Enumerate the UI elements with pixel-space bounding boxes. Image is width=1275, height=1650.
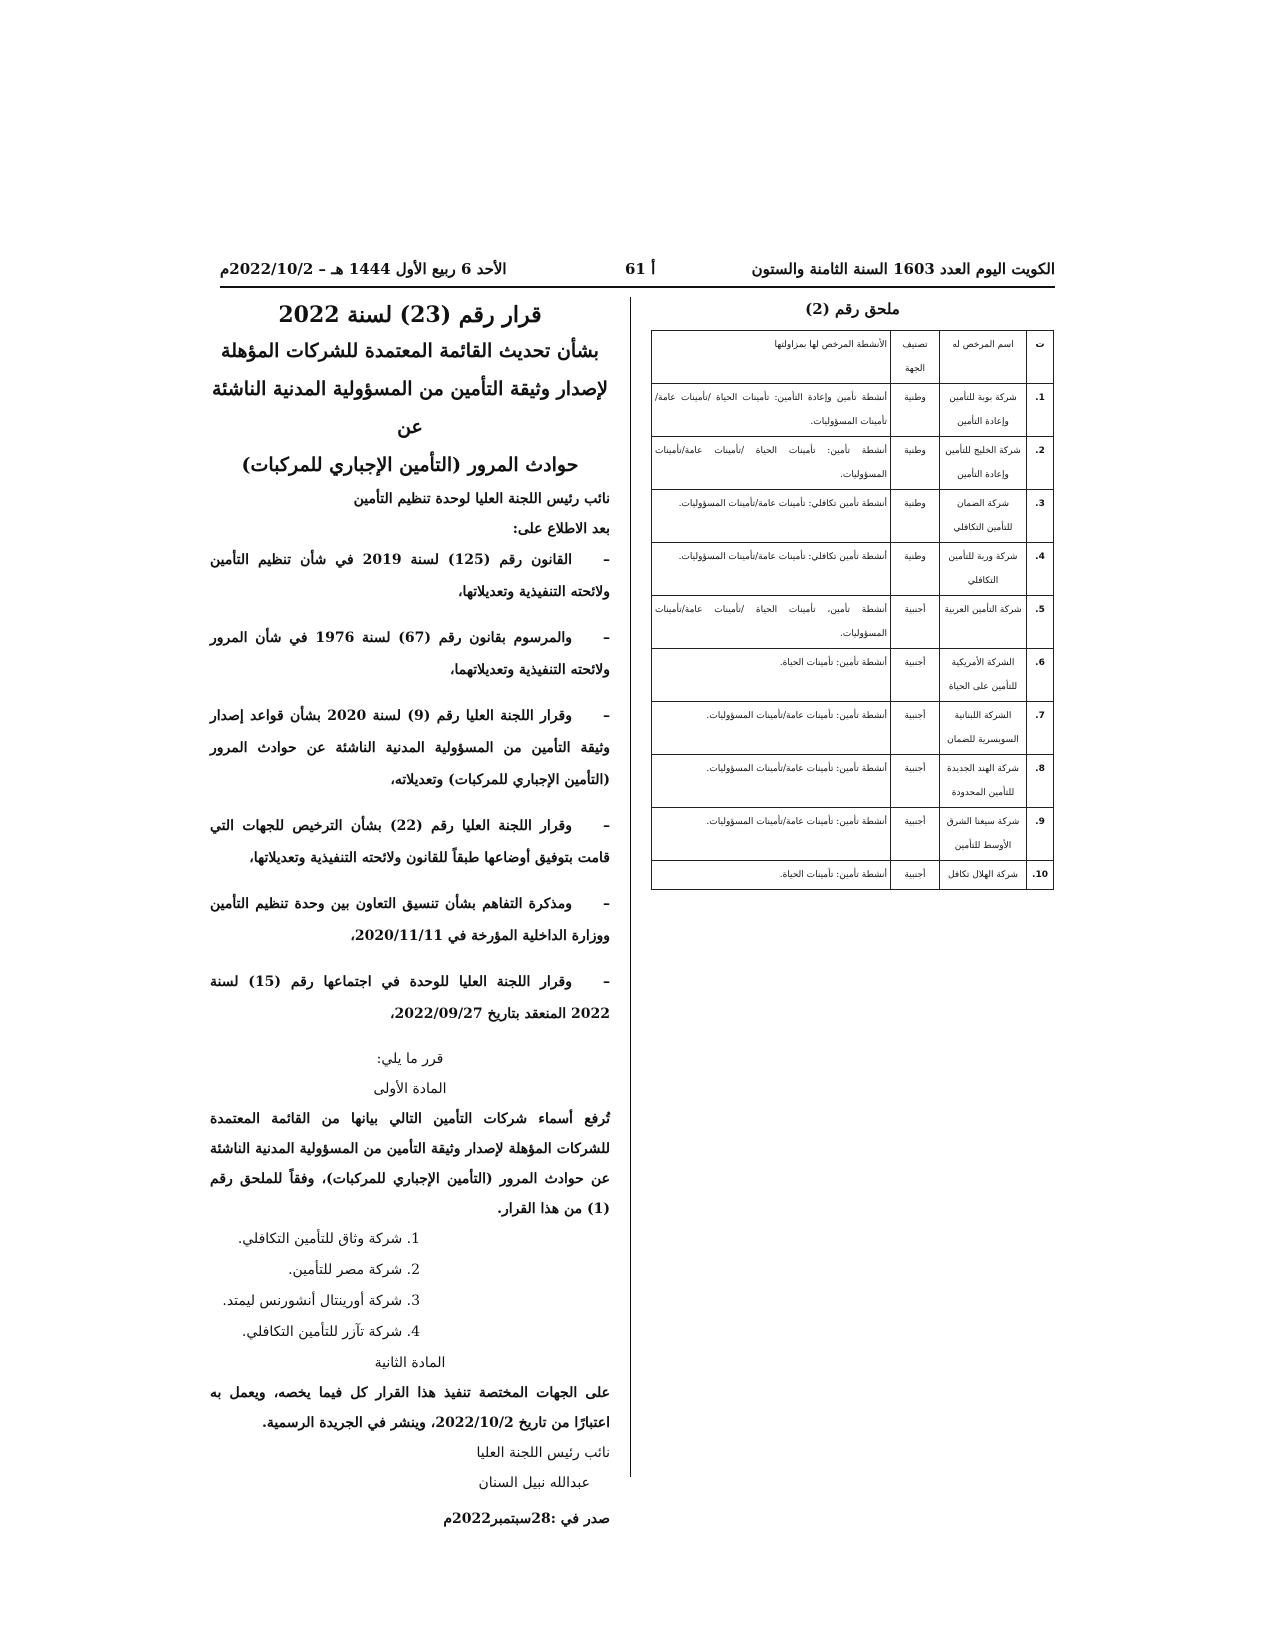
decision-subtitle-line-3: حوادث المرور (التأمين الإجباري للمركبات)	[241, 454, 579, 476]
signature-title: نائب رئيس اللجنة العليا	[476, 1445, 610, 1461]
column-header-number: ت	[1027, 331, 1054, 384]
list-item: 2. شركة مصر للتأمين.	[288, 1262, 420, 1278]
preamble-item-text: وقرار اللجنة العليا رقم (22) بشأن الترخيص للجهات التي قامت بتوفيق أوضاعها طبقاً للقانون ولائحته التنفيذية وتعديلاتها،	[210, 818, 610, 866]
row-name: شركة الهند الجديدة للتأمين المحدودة	[940, 755, 1027, 808]
row-activities: أنشطة تأمين تكافلي: تأمينات عامة/تأمينات المسؤوليات.	[652, 543, 891, 596]
table-row	[652, 649, 1054, 702]
table-row	[652, 755, 1054, 808]
row-activities: أنشطة تأمين تكافلي: تأمينات عامة/تأمينات المسؤوليات.	[652, 490, 891, 543]
decision-column	[210, 298, 610, 1534]
signature-name: عبدالله نبيل السنان	[478, 1475, 590, 1491]
row-type: وطنية	[891, 384, 940, 437]
header-date: الأحد 6 ربيع الأول 1444 هـ – 2022/10/2م	[220, 260, 507, 278]
row-number: 10.	[1027, 861, 1054, 890]
row-number: 8.	[1027, 755, 1054, 808]
column-header-type: تصنيف الجهة	[891, 331, 940, 384]
row-number: 2.	[1027, 437, 1054, 490]
row-activities: أنشطة تأمين وإعادة التأمين: تأمينات الحياة /تأمينات عامة/تأمينات المسؤوليات.	[652, 384, 891, 437]
decision-after-reviewing: بعد الاطلاع على:	[512, 521, 610, 537]
row-type: أجنبية	[891, 861, 940, 890]
issue-date: صدر في :28سبتمبر2022م	[443, 1511, 610, 1527]
article-1-text: تُرفع أسماء شركات التأمين التالي بيانها من القائمة المعتمدة للشركات المؤهلة لإصدار وثيقة التأمين من المسؤولية المدنية الناشئة عن حوادث المرور (التأمين الإجباري للمركبات)، وفقاً للملحق رقم (1) من هذا القرار.	[210, 1111, 610, 1217]
row-type: وطنية	[891, 490, 940, 543]
annex-title: ملحق رقم (2)	[805, 300, 900, 318]
row-type: وطنية	[891, 437, 940, 490]
header-issue: الكويت اليوم العدد 1603 السنة الثامنة والستون	[751, 260, 1055, 278]
row-number: 6.	[1027, 649, 1054, 702]
table-row	[652, 490, 1054, 543]
decision-title: قرار رقم (23) لسنة 2022	[278, 302, 542, 328]
preamble-item-text: ومذكرة التفاهم بشأن تنسيق التعاون بين وحدة تنظيم التأمين ووزارة الداخلية المؤرخة في 2020/11/11،	[210, 896, 610, 944]
row-type: وطنية	[891, 543, 940, 596]
row-name: شركة الضمان للتأمين التكافلي	[940, 490, 1027, 543]
row-activities: أنشطة تأمين: تأمينات الحياة /تأمينات عامة/تأمينات المسؤوليات.	[652, 437, 891, 490]
article-2-title: المادة الثانية	[374, 1355, 446, 1371]
row-activities: أنشطة تأمين: تأمينات عامة/تأمينات المسؤوليات.	[652, 808, 891, 861]
row-name: شركة سيغنا الشرق الأوسط للتأمين	[940, 808, 1027, 861]
preamble-item: –وقرار اللجنة العليا للوحدة في اجتماعها رقم (15) لسنة 2022 المنعقد بتاريخ 2022/09/27،	[210, 974, 611, 1022]
list-item: 4. شركة تآزر للتأمين التكافلي.	[241, 1324, 420, 1340]
table-row	[652, 543, 1054, 596]
row-activities: أنشطة تأمين: تأمينات الحياة.	[652, 861, 891, 890]
row-type: أجنبية	[891, 702, 940, 755]
article-1-title: المادة الأولى	[373, 1081, 447, 1097]
row-activities: أنشطة تأمين: تأمينات الحياة.	[652, 649, 891, 702]
preamble-item: –والمرسوم بقانون رقم (67) لسنة 1976 في شأن المرور ولائحته التنفيذية وتعديلاتهما،	[210, 630, 610, 678]
table-row	[652, 437, 1054, 490]
decision-issuer: نائب رئيس اللجنة العليا لوحدة تنظيم التأمين	[353, 491, 610, 507]
preamble-item: –القانون رقم (125) لسنة 2019 في شأن تنظيم التأمين ولائحته التنفيذية وتعديلاتها،	[210, 552, 610, 600]
preamble-item-text: القانون رقم (125) لسنة 2019 في شأن تنظيم التأمين ولائحته التنفيذية وتعديلاتها،	[210, 552, 610, 600]
page-header	[220, 258, 1055, 286]
annex-table	[651, 330, 1054, 890]
row-type: أجنبية	[891, 596, 940, 649]
row-name: الشركة اللبنانية السويسرية للضمان	[940, 702, 1027, 755]
row-name: شركة التأمين العربية	[940, 596, 1027, 649]
row-number: 5.	[1027, 596, 1054, 649]
row-number: 4.	[1027, 543, 1054, 596]
row-name: شركة الهلال تكافل	[940, 861, 1027, 890]
row-name: شركة الخليج للتأمين وإعادة التأمين	[940, 437, 1027, 490]
row-type: أجنبية	[891, 649, 940, 702]
row-activities: أنشطة تأمين: تأمينات عامة/تأمينات المسؤوليات.	[652, 755, 891, 808]
preamble-item-text: وقرار اللجنة العليا للوحدة في اجتماعها رقم (15) لسنة 2022 المنعقد بتاريخ 2022/09/27،	[210, 974, 610, 1022]
table-row	[652, 702, 1054, 755]
list-item: 1. شركة وثاق للتأمين التكافلي.	[237, 1231, 420, 1247]
column-header-name: اسم المرخص له	[940, 331, 1027, 384]
preamble-item-text: وقرار اللجنة العليا رقم (9) لسنة 2020 بشأن قواعد إصدار وثيقة التأمين من المسؤولية المدنية الناشئة عن حوادث المرور (التأمين الإجباري للمركبات) وتعديلاته،	[210, 708, 610, 788]
preamble-item: –ومذكرة التفاهم بشأن تنسيق التعاون بين وحدة تنظيم التأمين ووزارة الداخلية المؤرخة في 2020/11/11،	[210, 896, 610, 944]
decided-heading: قرر ما يلي:	[376, 1051, 444, 1067]
decision-subtitle-line-1: بشأن تحديث القائمة المعتمدة للشركات المؤهلة	[221, 340, 599, 362]
row-number: 3.	[1027, 490, 1054, 543]
row-number: 1.	[1027, 384, 1054, 437]
article-2-text: على الجهات المختصة تنفيذ هذا القرار كل فيما يخصه، ويعمل به اعتبارًا من تاريخ 2022/10/2، وينشر في الجريدة الرسمية.	[210, 1385, 610, 1431]
preamble-item: –وقرار اللجنة العليا رقم (22) بشأن الترخيص للجهات التي قامت بتوفيق أوضاعها طبقاً للقانون ولائحته التنفيذية وتعديلاتها،	[210, 818, 610, 866]
row-name: شركة وربة للتأمين التكافلي	[940, 543, 1027, 596]
table-row	[652, 861, 1054, 890]
row-activities: أنشطة تأمين، تأمينات الحياة /تأمينات عامة/تأمينات المسؤوليات.	[652, 596, 891, 649]
table-row	[652, 808, 1054, 861]
row-number: 9.	[1027, 808, 1054, 861]
preamble-item: –وقرار اللجنة العليا رقم (9) لسنة 2020 بشأن قواعد إصدار وثيقة التأمين من المسؤولية المدنية الناشئة عن حوادث المرور (التأمين الإجباري للمركبات) وتعديلاته،	[210, 708, 610, 788]
header-rule	[220, 286, 1055, 288]
column-divider	[630, 297, 631, 1477]
column-header-activities: الأنشطة المرخص لها بمزاولتها	[652, 331, 891, 384]
header-page-number: أ 61	[625, 260, 656, 278]
row-type: أجنبية	[891, 808, 940, 861]
table-row	[652, 596, 1054, 649]
table-header-row	[652, 331, 1054, 384]
row-activities: أنشطة تأمين: تأمينات عامة/تأمينات المسؤوليات.	[652, 702, 891, 755]
preamble-item-text: والمرسوم بقانون رقم (67) لسنة 1976 في شأن المرور ولائحته التنفيذية وتعديلاتهما،	[210, 630, 610, 678]
removed-companies-list	[210, 1224, 610, 1348]
row-name: شركة بوبة للتأمين وإعادة التأمين	[940, 384, 1027, 437]
table-row	[652, 384, 1054, 437]
row-name: الشركة الأمريكية للتأمين على الحياة	[940, 649, 1027, 702]
decision-subtitle-line-2: لإصدار وثيقة التأمين من المسؤولية المدنية الناشئة عن	[211, 378, 609, 438]
row-number: 7.	[1027, 702, 1054, 755]
row-type: أجنبية	[891, 755, 940, 808]
list-item: 3. شركة أورينتال أنشورنس ليمتد.	[222, 1293, 420, 1309]
